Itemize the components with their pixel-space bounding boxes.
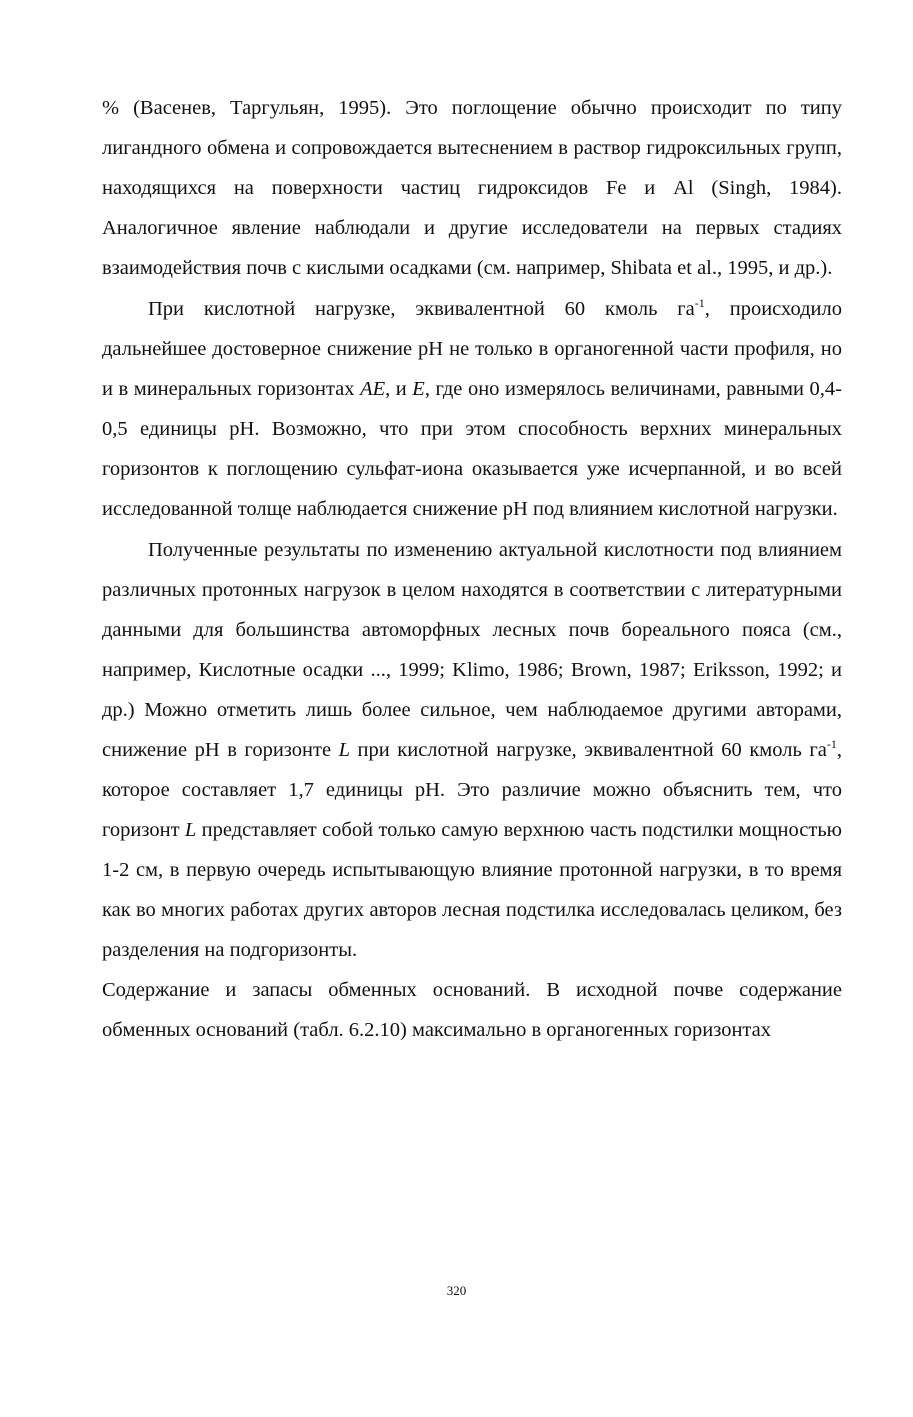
paragraph-3 (102, 530, 842, 970)
horizon-ae: AE (360, 378, 386, 400)
paragraph-2-text-b: , происходило дальнейшее достоверное снижение pH не только в органогенной части профиля, но и в минеральных горизонтах (102, 298, 843, 400)
body-text (102, 88, 842, 1050)
paragraph-4: Содержание и запасы обменных оснований. В исходной почве содержание обменных оснований (табл. 6.2.10) максимально в органогенных горизонтах (102, 979, 842, 1041)
superscript-minus-one: -1 (694, 296, 705, 310)
paragraph-1: % (Васенев, Таргульян, 1995). Это поглощение обычно происходит по типу лигандного обмена и сопровождается вытеснением в раствор гидроксильных групп, находящихся на поверхности частиц гидроксидов Fe и Al (Singh, 1984). Аналогичное явление наблюдали и другие исследователи на первых стадиях взаимодействия почв с кислыми осадками (см. например, Shibata et al., 1995, и др.). (102, 97, 842, 279)
page-number: 320 (446, 1283, 467, 1298)
horizon-l: L (338, 739, 350, 761)
paragraph-2-text-c: , и (385, 378, 413, 400)
superscript-minus-one: -1 (826, 737, 837, 751)
paragraph-2-text-d: , где оно измерялось величинами, равными 0,4-0,5 единицы pH. Возможно, что при этом способность верхних минеральных горизонтов к поглощению сульфат-иона оказывается уже исчерпанной, и во всей исследованной толще наблюдается снижение pH под влиянием кислотной нагрузки. (102, 378, 842, 520)
paragraph-2 (102, 289, 842, 529)
paragraph-3-text-c: , которое составляет 1,7 единицы pH. Это различие можно объяснить тем, что горизонт (102, 739, 842, 841)
paragraph-2-text-a: При кислотной нагрузке, эквивалентной 60 кмоль га (148, 298, 695, 320)
horizon-e: E (412, 378, 425, 400)
paragraph-3-text-a: Полученные результаты по изменению актуальной кислотности под влиянием различных протонных нагрузок в целом находятся в соответствии с литературными данными для большинства автоморфных лесных почв бореального пояса (см., например, Кислотные осадки ..., 1999; Klimo, 1986; Brown, 1987; Eriksson, 1992; и др.) Можно отметить лишь более сильное, чем наблюдаемое другими авторами, снижение pH в горизонте (102, 539, 842, 761)
horizon-l: L (184, 819, 197, 841)
paragraph-3-text-b: при кислотной нагрузке, эквивалентной 60 кмоль га (350, 739, 827, 761)
paragraph-3-text-d: представляет собой только самую верхнюю часть подстилки мощностью 1-2 см, в первую очередь испытывающую влияние протонной нагрузки, в то время как во многих работах других авторов лесная подстилка исследовалась целиком, без разделения на подгоризонты. (102, 819, 842, 961)
